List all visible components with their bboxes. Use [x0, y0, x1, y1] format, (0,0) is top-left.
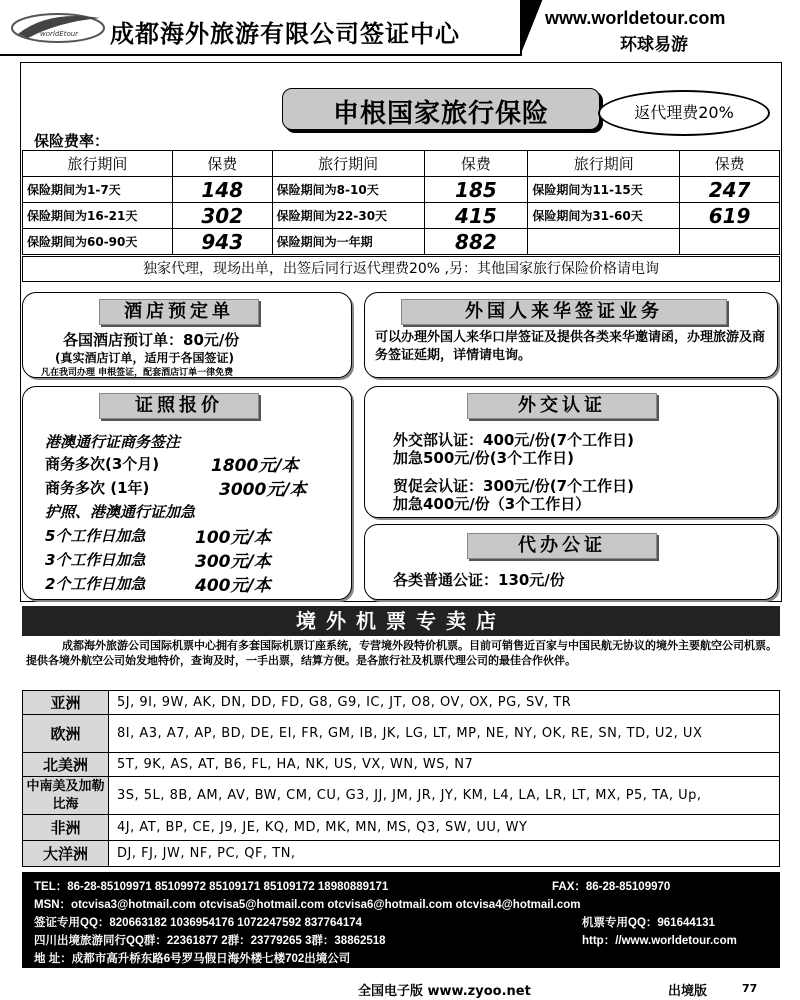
- header-cell: 旅行期间: [272, 151, 424, 177]
- price-cell: 619: [680, 203, 780, 229]
- hotel-desc: (真实酒店订单，适用于各国签证): [55, 351, 234, 365]
- foreigner-visa-box: [364, 292, 778, 378]
- permit-line: 商务多次 (1年): [45, 479, 150, 497]
- contact-msn: MSN：otcvisa3@hotmail.com otcvisa5@hotmail.com otcvisa6@hotmail.com otcvisa4@hotmail.com: [34, 899, 581, 911]
- company-name: 成都海外旅游有限公司签证中心: [110, 20, 460, 48]
- table-row: [23, 777, 780, 815]
- footer-edition: 出境版: [668, 984, 708, 999]
- price-cell: 943: [172, 229, 272, 255]
- footer-site[interactable]: 全国电子版 www.zyoo.net: [358, 984, 531, 999]
- period-cell: 保险期间为22-30天: [272, 203, 424, 229]
- header-cell: 旅行期间: [528, 151, 680, 177]
- permit-line: 5个工作日加急: [45, 527, 146, 545]
- logo-icon: [8, 8, 108, 48]
- permit-price: 100元/本: [195, 528, 271, 548]
- table-row: [23, 753, 780, 777]
- foreigner-title: 外国人来华签证业务: [401, 299, 727, 325]
- period-cell: 保险期间为1-7天: [23, 177, 173, 203]
- airline-intro: 成都海外旅游公司国际机票中心拥有多套国际机票订座系统，专营境外段特价机票。目前可销售近百家与中国民航无协议的境外主要航空公司机票。提供各境外航空公司始发地特价，查询及时，一手出票，结算方便。是各旅行社及机票代理公司的最佳合作伙伴。: [26, 639, 777, 667]
- contact-web[interactable]: http：//www.worldetour.com: [582, 935, 737, 947]
- region-cell: 大洋洲: [23, 841, 109, 867]
- region-cell: 中南美及加勒比海: [23, 777, 109, 815]
- period-cell: 保险期间为60-90天: [23, 229, 173, 255]
- table-header-row: [23, 151, 780, 177]
- hotel-price: 各国酒店预订单：80元/份: [63, 331, 240, 349]
- price-cell: 415: [424, 203, 528, 229]
- insurance-note: 独家代理，现场出单，出签后同行返代理费20% ,另：其他国家旅行保险价格请电询: [22, 256, 780, 282]
- price-cell: [680, 229, 780, 255]
- period-cell: 保险期间为16-21天: [23, 203, 173, 229]
- page-number: 77: [742, 982, 758, 995]
- notary-title: 代办公证: [467, 533, 657, 559]
- region-cell: 亚洲: [23, 691, 109, 715]
- table-row: [23, 715, 780, 753]
- price-cell: 185: [424, 177, 528, 203]
- permit-title: 证照报价: [99, 393, 259, 419]
- hotel-note: 凡在我司办理 申根签证，配套酒店订单一律免费: [41, 368, 234, 378]
- insurance-title: 申根国家旅行保险: [332, 99, 549, 129]
- header-left: [0, 0, 520, 56]
- foreigner-text: 可以办理外国人来华口岸签证及提供各类来华邀请函，办理旅游及商务签证延期，详情请电询。: [375, 330, 766, 363]
- permit-line: 3个工作日加急: [45, 551, 146, 569]
- diplomatic-line: 贸促会认证：300元/份(7个工作日): [393, 477, 634, 495]
- notary-box: [364, 524, 778, 600]
- table-row: [23, 841, 780, 867]
- permit-price: 1800元/本: [211, 456, 299, 476]
- header-cell: 保费: [424, 151, 528, 177]
- contact-qq-group: 四川出境旅游同行QQ群：22361877 2群：23779265 3群：38862518: [34, 935, 386, 947]
- diplomatic-box: [364, 386, 778, 518]
- permit-price: 400元/本: [195, 576, 271, 596]
- price-cell: 148: [172, 177, 272, 203]
- table-row: [23, 815, 780, 841]
- permit-box: [22, 386, 352, 600]
- codes-cell: 5J, 9I, 9W, AK, DN, DD, FD, G8, G9, IC, JT, O8, OV, OX, PG, SV, TR: [109, 691, 780, 715]
- table-row: [23, 229, 780, 255]
- rebate-badge: 返代理费20%: [598, 90, 770, 136]
- table-row: [23, 691, 780, 715]
- contact-qq-visa: 签证专用QQ：820663182 1036954176 1072247592 837764174: [34, 917, 363, 929]
- table-row: [23, 177, 780, 203]
- codes-cell: 8I, A3, A7, AP, BD, DE, EI, FR, GM, IB, JK, LG, LT, MP, NE, NY, OK, RE, SN, TD, U2, UX: [109, 715, 780, 753]
- airline-title: 境外机票专卖店: [22, 606, 780, 636]
- header-cell: 旅行期间: [23, 151, 173, 177]
- diplomatic-line: 加急400元/份（3个工作日）: [393, 495, 591, 513]
- insurance-title-box: [282, 88, 600, 130]
- permit-line: 港澳通行证商务签注: [45, 433, 181, 451]
- contact-tel: TEL：86-28-85109971 85109972 85109171 85109172 18980889171: [34, 881, 389, 893]
- permit-line: 护照、港澳通行证加急: [45, 503, 196, 521]
- contact-fax: FAX：86-28-85109970: [552, 881, 671, 893]
- website-url[interactable]: www.worldetour.com: [545, 8, 726, 28]
- codes-cell: 5T, 9K, AS, AT, B6, FL, HA, NK, US, VX, WN, WS, N7: [109, 753, 780, 777]
- contact-qq-ticket: 机票专用QQ：961644131: [582, 917, 715, 929]
- hotel-title: 酒店预定单: [99, 299, 259, 325]
- header-cell: 保费: [680, 151, 780, 177]
- contact-block: [22, 872, 780, 968]
- period-cell: 保险期间为11-15天: [528, 177, 680, 203]
- notary-line: 各类普通公证：130元/份: [393, 571, 565, 589]
- region-cell: 欧洲: [23, 715, 109, 753]
- period-cell: [528, 229, 680, 255]
- codes-cell: 3S, 5L, 8B, AM, AV, BW, CM, CU, G3, JJ, JM, JR, JY, KM, L4, LA, LR, LT, MX, P5, TA, Up,: [109, 777, 780, 815]
- diplomatic-line: 外交部认证：400元/份(7个工作日): [393, 431, 634, 449]
- permit-price: 300元/本: [195, 552, 271, 572]
- diplomatic-title: 外交认证: [467, 393, 657, 419]
- price-cell: 302: [172, 203, 272, 229]
- permit-line: 商务多次(3个月): [45, 455, 160, 473]
- table-row: [23, 203, 780, 229]
- permit-line: 2个工作日加急: [45, 575, 146, 593]
- hotel-box: [22, 292, 352, 378]
- logo-text: worldEtour: [40, 30, 79, 38]
- contact-address: 地 址：成都市高升桥东路6号罗马假日海外楼七楼702出境公司: [34, 953, 351, 965]
- header-cell: 保费: [172, 151, 272, 177]
- brand-name: 环球易游: [620, 35, 688, 55]
- region-cell: 北美洲: [23, 753, 109, 777]
- price-cell: 247: [680, 177, 780, 203]
- rate-label: 保险费率：: [34, 132, 110, 150]
- codes-cell: DJ, FJ, JW, NF, PC, QF, TN,: [109, 841, 780, 867]
- airline-table: [22, 690, 780, 867]
- region-cell: 非洲: [23, 815, 109, 841]
- period-cell: 保险期间为31-60天: [528, 203, 680, 229]
- price-cell: 882: [424, 229, 528, 255]
- period-cell: 保险期间为8-10天: [272, 177, 424, 203]
- diplomatic-line: 加急500元/份(3个工作日): [393, 449, 574, 467]
- period-cell: 保险期间为一年期: [272, 229, 424, 255]
- permit-price: 3000元/本: [219, 480, 307, 500]
- codes-cell: 4J, AT, BP, CE, J9, JE, KQ, MD, MK, MN, MS, Q3, SW, UU, WY: [109, 815, 780, 841]
- insurance-table: [22, 150, 780, 255]
